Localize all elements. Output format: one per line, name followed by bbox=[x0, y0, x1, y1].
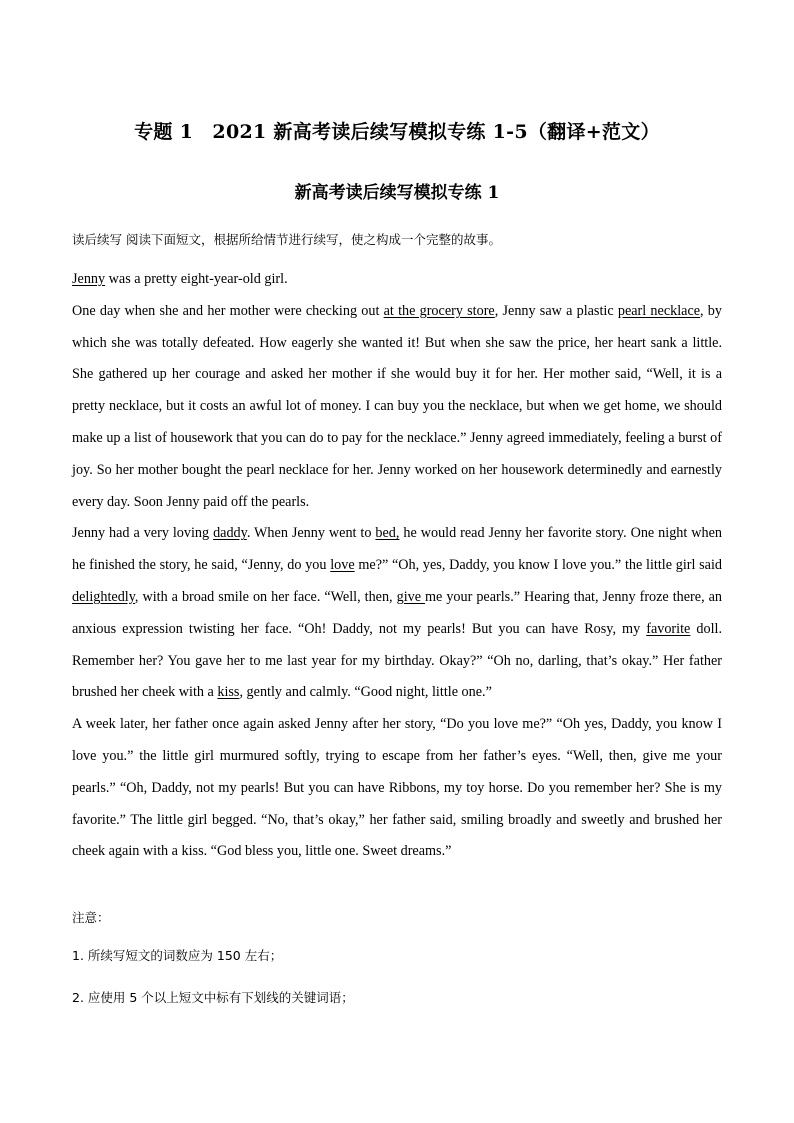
text-run: A week later, her father once again asked Jenny after her story, “Do you love me?” “Oh yes, Daddy, you know I love you.” the little girl murmured softly, trying to escape from her father’s eyes. “Well, then, give me your pearls.” “Oh, Daddy, not my pearls! But you can have Ribbons, my toy horse. Do you remember her? She is my favorite.” The little girl begged. “No, that’s okay,” her father said, smiling broadly and sweetly and brushed her cheek again with a kiss. “God bless you, little one. Sweet dreams.” bbox=[72, 716, 722, 860]
story-paragraph bbox=[72, 296, 722, 519]
keyword-underlined: love bbox=[330, 557, 355, 574]
text-run: Jenny had a very loving bbox=[72, 525, 214, 542]
keyword-underlined: delightedly bbox=[72, 588, 135, 605]
page-title: 专题 1 2021 新高考读后续写模拟专练 1-5（翻译+范文） bbox=[134, 121, 660, 143]
text-run: me your pearls.” Hearing that, Jenny froze there, an anxious expression twisting her face. “Oh! Daddy, not my pearls! But you can have Rosy, my bbox=[72, 588, 722, 637]
note-item: 1. 所续写短文的词数应为 150 左右； bbox=[72, 948, 283, 963]
story-text bbox=[72, 264, 722, 868]
notes-label: 注意： bbox=[72, 910, 110, 925]
story-paragraph bbox=[72, 264, 722, 296]
text-run: , by which she was totally defeated. How eagerly she wanted it! But when she saw the price, her heart sank a little. She gathered up her courage and asked her mother if she would buy it for her. Her mother said, “Well, it is a pretty necklace, but it costs an awful lot of money. I can buy you the necklace, but when we get home, we should make up a list of housework that you can do to pay for the necklace.” Jenny agreed immediately, feeling a burst of joy. So her mother bought the pearl necklace for her. Jenny worked on her housework determinedly and earnestly every day. Soon Jenny paid off the pearls. bbox=[72, 302, 722, 510]
keyword-underlined: favorite bbox=[646, 620, 691, 637]
text-run: , Jenny saw a plastic bbox=[494, 302, 618, 319]
keyword-underlined: daddy bbox=[213, 525, 247, 542]
keyword-underlined: kiss bbox=[217, 684, 240, 701]
text-run: me?” “Oh, yes, Daddy, you know I love you.” the little girl said bbox=[354, 557, 722, 574]
text-run: , gently and calmly. “Good night, little one.” bbox=[239, 684, 492, 701]
note-item: 2. 应使用 5 个以上短文中标有下划线的关键词语； bbox=[72, 990, 354, 1005]
keyword-underlined: at the grocery store bbox=[383, 302, 495, 319]
story-paragraph bbox=[72, 518, 722, 709]
section-subtitle: 新高考读后续写模拟专练 1 bbox=[294, 183, 500, 203]
keyword-underlined: bed, bbox=[375, 525, 400, 542]
text-run: , with a broad smile on her face. “Well, then, bbox=[134, 588, 397, 605]
story-paragraph bbox=[72, 709, 722, 868]
text-run: doll. Remember her? You gave her to me last year for my birthday. Okay?” “Oh no, darling, that’s okay.” Her father brushed her cheek with a bbox=[72, 620, 722, 701]
keyword-underlined: Jenny bbox=[72, 271, 106, 287]
keyword-underlined: pearl necklace bbox=[617, 302, 701, 319]
keyword-underlined: give bbox=[396, 588, 426, 605]
notes-section bbox=[72, 906, 722, 1028]
task-instruction: 读后续写 阅读下面短文，根据所给情节进行续写，使之构成一个完整的故事。 bbox=[72, 232, 501, 247]
text-run: was a pretty eight-year-old girl. bbox=[105, 271, 288, 287]
text-run: he would read Jenny her favorite story. One night when he finished the story, he said, “Jenny, do you bbox=[72, 525, 722, 574]
text-run: One day when she and her mother were checking out bbox=[72, 302, 384, 319]
text-run: . When Jenny went to bbox=[246, 525, 376, 542]
